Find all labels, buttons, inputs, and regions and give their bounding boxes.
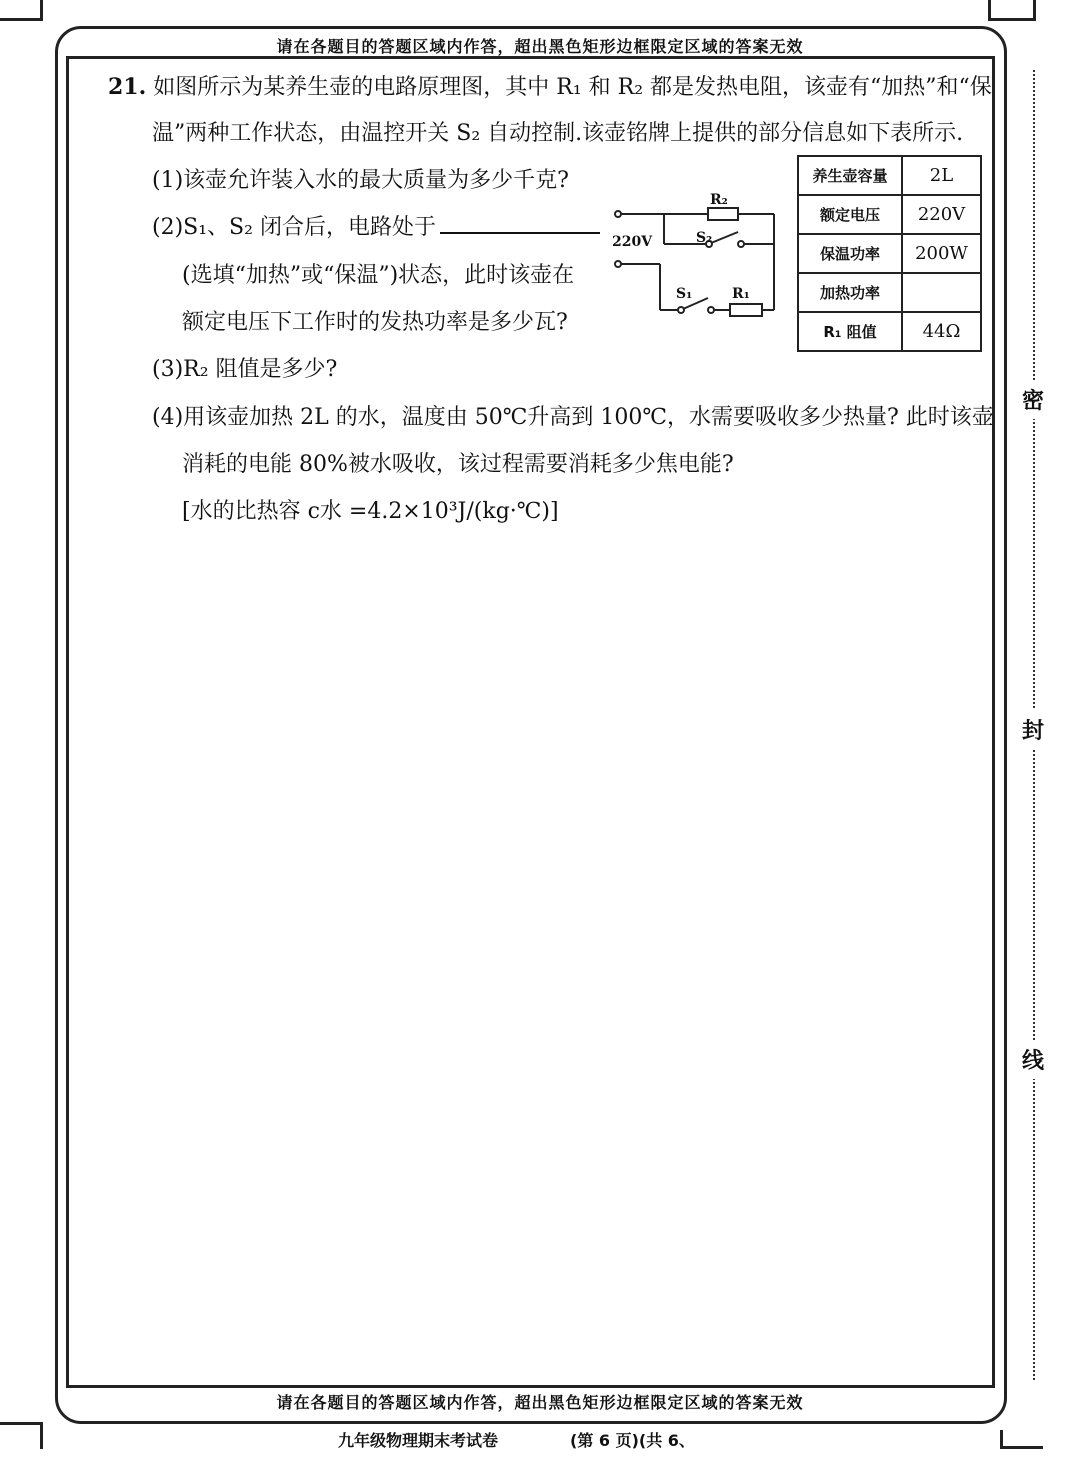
table-value: 220V [902, 195, 981, 234]
sub-question-2-line-2: (选填“加热”或“保温”)状态，此时该壶在 [182, 263, 575, 288]
switch-s2 [711, 232, 738, 243]
nameplate-table [797, 155, 982, 352]
sub-question-4-line-1: (4)用该壶加热 2L 的水，温度由 50℃升高到 100℃，水需要吸收多少热量? 此时该壶 [152, 405, 994, 430]
exam-title: 九年级物理期末考试卷 [338, 1431, 499, 1450]
table-row [798, 234, 981, 273]
corner-mark-bottom-right [1000, 1430, 1043, 1449]
corner-mark-bottom-left [0, 1422, 43, 1449]
table-key: 额定电压 [798, 195, 902, 234]
circuit-r2-label: R₂ [710, 192, 728, 208]
seal-char-feng: 封 [1022, 710, 1044, 749]
circuit-s2-label: S₂ [696, 230, 713, 246]
sub-question-4-line-2: 消耗的电能 80%被水吸收，该过程需要消耗多少焦电能? [182, 452, 734, 477]
footer-notice: 请在各题目的答题区域内作答，超出黑色矩形边框限定区域的答案无效 [276, 1393, 804, 1412]
table-row [798, 195, 981, 234]
page-info: (第 6 页)(共 6、 [570, 1431, 695, 1450]
table-key: 养生壶容量 [798, 156, 902, 195]
sub-question-2-line-3: 额定电压下工作时的发热功率是多少瓦? [182, 310, 568, 335]
corner-mark-top-right [988, 0, 1036, 21]
sub-question-1: (1)该壶允许装入水的最大质量为多少千克? [152, 168, 569, 193]
sub-question-2-text: (2)S₁、S₂ 闭合后，电路处于 [152, 215, 436, 240]
resistor-r2 [708, 208, 738, 220]
question-stem-line-1: 如图所示为某养生壶的电路原理图，其中 R₁ 和 R₂ 都是发热电阻，该壶有“加热”和“保 [153, 75, 992, 100]
table-value: 2L [902, 156, 981, 195]
header-notice: 请在各题目的答题区域内作答，超出黑色矩形边框限定区域的答案无效 [276, 37, 804, 56]
table-key: 加热功率 [798, 273, 902, 312]
sub-question-2-line-1 [152, 210, 604, 241]
table-value: 200W [902, 234, 981, 273]
table-row [798, 156, 981, 195]
seal-char-mi: 密 [1022, 380, 1044, 419]
question-number: 21. [108, 74, 147, 100]
circuit-diagram [606, 188, 796, 328]
table-value: 44Ω [902, 312, 981, 351]
question-stem-line-2: 温”两种工作状态，由温控开关 S₂ 自动控制.该壶铭牌上提供的部分信息如下表所示. [152, 121, 964, 146]
table-key: R₁ 阻值 [798, 312, 902, 351]
table-row [798, 273, 981, 312]
table-value [902, 273, 981, 312]
fill-in-blank[interactable] [440, 214, 600, 234]
table-key: 保温功率 [798, 234, 902, 273]
seal-char-xian: 线 [1022, 1040, 1044, 1079]
circuit-s1-label: S₁ [676, 286, 693, 302]
circuit-r1-label: R₁ [732, 286, 750, 302]
resistor-r1 [730, 304, 762, 316]
sub-question-4-line-3: [水的比热容 c水 =4.2×10³J/(kg·℃)] [182, 499, 559, 524]
table-row [798, 312, 981, 351]
circuit-voltage-label: 220V [612, 234, 653, 250]
sub-question-3: (3)R₂ 阻值是多少? [152, 357, 338, 382]
question-line-1 [108, 70, 992, 101]
corner-mark-top-left [0, 0, 43, 21]
